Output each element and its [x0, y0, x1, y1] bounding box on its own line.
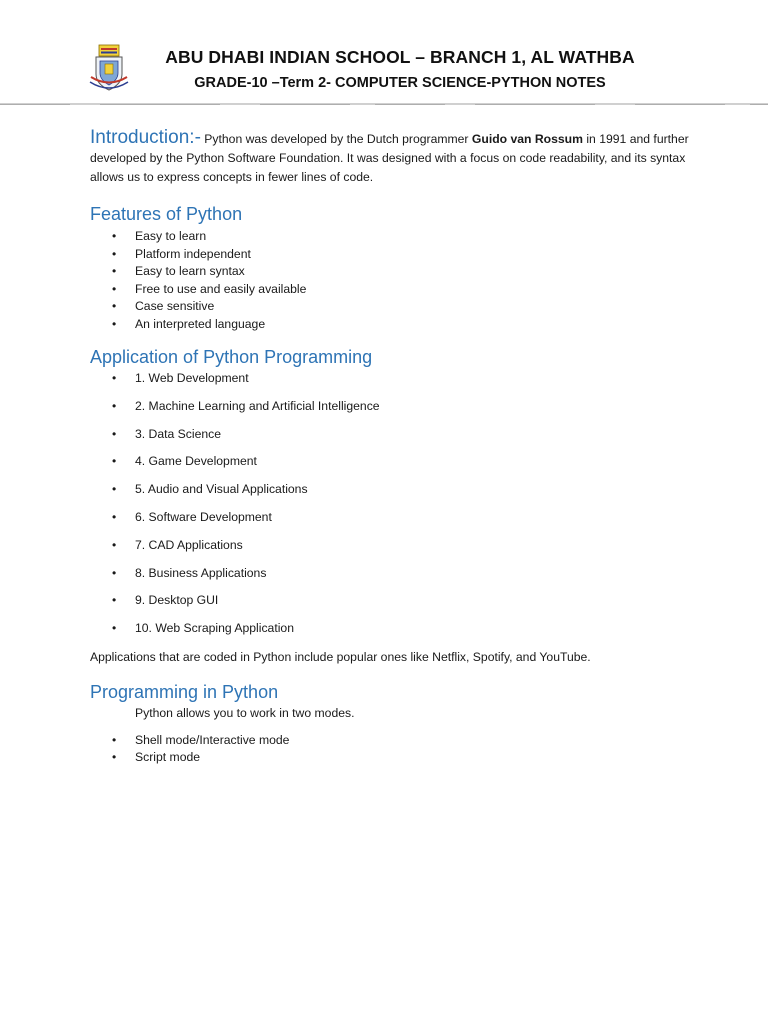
- list-item: • Easy to learn: [90, 228, 690, 246]
- intro-text-after: in 1991 and further developed by the Python Software Foundation. It was designed with a focus on code readability, and its syntax allows us to express concepts in fewer lines of code.: [90, 132, 689, 184]
- bullet-icon: •: [112, 509, 117, 524]
- bullet-icon: •: [112, 371, 117, 385]
- features-list: [90, 228, 690, 333]
- list-item: • An interpreted language: [90, 316, 690, 334]
- list-item: • Free to use and easily available: [90, 281, 690, 299]
- intro-text-before: Python was developed by the Dutch programmer: [200, 132, 472, 146]
- bullet-icon: •: [112, 316, 117, 331]
- list-item: • Platform independent: [90, 246, 690, 264]
- list-item: • Case sensitive: [90, 298, 690, 316]
- document-body: [90, 128, 690, 767]
- list-item: • 8. Business Applications: [90, 565, 690, 583]
- list-item: • 1. Web Development: [90, 370, 690, 388]
- list-item: • 6. Software Development: [90, 509, 690, 527]
- applications-list: [90, 370, 690, 638]
- applications-footnote: Applications that are coded in Python include popular ones like Netflix, Spotify, and YouTube.: [90, 649, 591, 664]
- intro-bold-name: Guido van Rossum: [471, 132, 583, 146]
- bullet-icon: •: [112, 264, 117, 278]
- bullet-icon: •: [112, 537, 117, 552]
- list-item: • 7. CAD Applications: [90, 537, 690, 555]
- features-heading: Features of Python: [90, 204, 243, 224]
- bullet-icon: •: [112, 565, 117, 580]
- school-crest-icon: [88, 44, 130, 92]
- list-item: • Easy to learn syntax: [90, 263, 690, 281]
- list-item: • 9. Desktop GUI: [90, 592, 690, 610]
- bullet-icon: •: [112, 229, 117, 243]
- introduction-heading: Introduction:-: [90, 127, 201, 148]
- programming-heading: Programming in Python: [90, 681, 279, 702]
- bullet-icon: •: [112, 246, 117, 261]
- bullet-icon: •: [112, 732, 117, 747]
- programming-modes-list: [90, 732, 690, 767]
- bullet-icon: •: [112, 398, 117, 413]
- bullet-icon: •: [112, 299, 117, 313]
- applications-heading: Application of Python Programming: [90, 347, 373, 367]
- school-name: ABU DHABI INDIAN SCHOOL – BRANCH 1, AL WATHBA: [165, 47, 635, 67]
- list-item: • 3. Data Science: [90, 426, 690, 444]
- introduction-paragraph: [90, 128, 690, 187]
- bullet-icon: •: [112, 750, 117, 765]
- list-item: • 5. Audio and Visual Applications: [90, 481, 690, 499]
- bullet-icon: •: [112, 426, 117, 441]
- programming-intro: Python allows you to work in two modes.: [135, 705, 355, 720]
- bullet-icon: •: [112, 593, 117, 608]
- list-item: • Shell mode/Interactive mode: [90, 732, 690, 750]
- bullet-icon: •: [112, 482, 117, 497]
- bullet-icon: •: [112, 281, 117, 296]
- list-item: • Script mode: [90, 749, 690, 767]
- page-header: [0, 0, 768, 106]
- notes-title: GRADE-10 –Term 2- COMPUTER SCIENCE-PYTHON NOTES: [194, 75, 606, 91]
- header-divider: [0, 101, 768, 107]
- bullet-icon: •: [112, 454, 117, 469]
- list-item: • 2. Machine Learning and Artificial Intelligence: [90, 398, 690, 416]
- list-item: • 4. Game Development: [90, 453, 690, 471]
- bullet-icon: •: [112, 621, 117, 636]
- list-item: • 10. Web Scraping Application: [90, 620, 690, 638]
